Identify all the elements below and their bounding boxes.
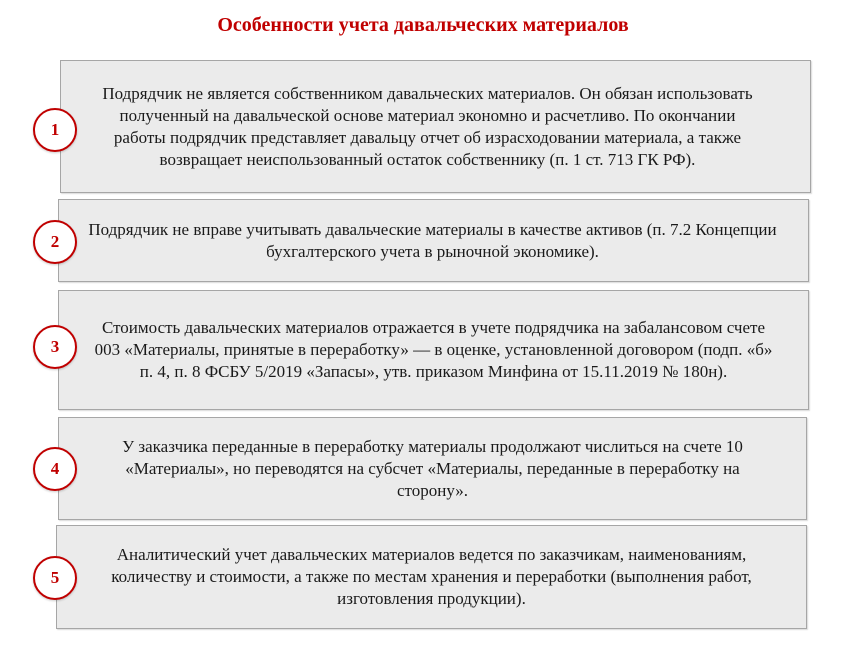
info-card-1 [60, 60, 811, 193]
info-card-4 [58, 417, 807, 520]
info-card-2-text: Подрядчик не вправе учитывать давальческие материалы в качестве активов (п. 7.2 Концепции бухгалтерского учета в рыночной экономике). [88, 219, 777, 261]
info-card-4-text: У заказчика переданные в переработку материалы продолжают числиться на счете 10 «Материалы», но переводятся на субсчет «Материалы, переданные в переработку на сторону». [122, 436, 743, 500]
page-title: Особенности учета давальческих материалов [217, 14, 629, 36]
info-card-5 [56, 525, 807, 629]
info-card-3 [58, 290, 809, 410]
info-card-3-text: Стоимость давальческих материалов отражается в учете подрядчика на забалансовом счете 003 «Материалы, принятые в переработку» — в оценке, установленной договором (подп. «б» п. 4, п. 8 ФСБУ 5/2019 «Запасы», утв. приказом Минфина от 15.11.2019 № 180н). [94, 318, 773, 381]
number-badge-5: 5 [33, 556, 77, 600]
info-card-5-text: Аналитический учет давальческих материалов ведется по заказчикам, наименованиям, количеству и стоимости, а также по местам хранения и переработки (выполнения работ, изготовления продукции). [111, 545, 752, 608]
info-card-2 [58, 199, 809, 282]
number-badge-2: 2 [33, 220, 77, 264]
info-card-1-text: Подрядчик не является собственником давальческих материалов. Он обязан использовать полученный на давальческой основе материал экономно и расчетливо. По окончании работы подрядчик представляет давальцу отчет об израсходовании материала, а также возвращает неиспользованный остаток собственнику (п. 1 ст. 713 ГК РФ). [102, 83, 753, 169]
number-badge-3: 3 [33, 325, 77, 369]
number-badge-1: 1 [33, 108, 77, 152]
number-badge-4: 4 [33, 447, 77, 491]
